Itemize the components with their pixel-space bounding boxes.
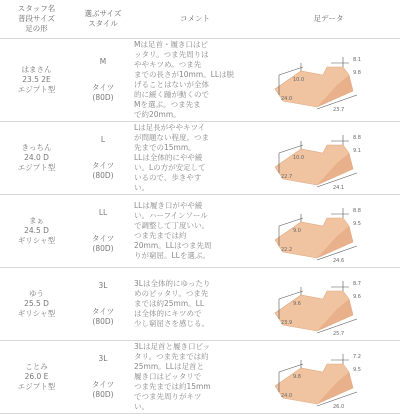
style-line: タイツ xyxy=(91,83,115,92)
measurement-label: 8.8 xyxy=(353,135,361,141)
chosen-size: M xyxy=(99,57,107,66)
staff-cell xyxy=(0,39,73,122)
table-row xyxy=(0,195,400,268)
usual-size: 23.5 2E xyxy=(22,75,51,84)
comment-line: 3Lは足首と履き口ピッ xyxy=(134,342,211,351)
comment-line: い。ハーフインソール xyxy=(134,211,208,220)
comment-line: 3Lは全体的にゆったり xyxy=(134,279,211,288)
style-line: タイツ xyxy=(91,234,115,243)
measurement-label: 9.1 xyxy=(353,148,361,154)
comment-line: は全体的にキツめで xyxy=(134,309,202,318)
comment-line: までは約25mm。LL xyxy=(134,299,205,308)
comment-line: めのピッタリ。つま先 xyxy=(134,289,209,298)
staff-name: まぁ xyxy=(29,216,44,225)
comment-cell xyxy=(133,39,257,122)
usual-size: 25.5 D xyxy=(24,299,49,308)
header-row xyxy=(0,0,400,39)
foot-shape: エジプト型 xyxy=(17,85,56,94)
measurement-label: 22.7 xyxy=(281,174,293,180)
comment-cell xyxy=(133,268,257,341)
measurement-label: 26.0 xyxy=(333,404,345,410)
measurement-label: 23.7 xyxy=(333,107,345,113)
header-staff: スタッフ名 普段サイズ 足の形 xyxy=(0,0,73,39)
comment-line: が問題ない程度。つま xyxy=(134,133,209,142)
measurement-label: 10.0 xyxy=(293,77,305,83)
comment-line: Mは足首・履き口はピ xyxy=(134,40,208,49)
comment-line: でつま先周りがキツ xyxy=(134,392,202,401)
style-line: タイツ xyxy=(91,380,115,389)
style-line: (80D) xyxy=(92,244,114,253)
comment-line: 履き口はピッタリで xyxy=(134,372,202,381)
comment-line: 的に緩く踵が動くので xyxy=(134,90,209,99)
chosen-size: LL xyxy=(98,208,108,217)
comment-line: で約20mm。 xyxy=(134,110,181,119)
staff-name: はまさん xyxy=(21,65,52,74)
staff-name: きっちん xyxy=(21,143,52,152)
comment-line: げることはないが全体 xyxy=(134,80,209,89)
measurement-label: 9.5 xyxy=(353,221,361,227)
measurement-label: 8.1 xyxy=(353,57,361,63)
style-cell xyxy=(73,341,133,414)
comment-line: ややキツめ。つま先 xyxy=(134,60,202,69)
measurement-label: 22.2 xyxy=(281,247,293,253)
measurement-label: 9.6 xyxy=(293,301,301,307)
comment-line: ッタリ。つま先周りは xyxy=(134,50,209,59)
comment-line: つま先までは約15mm xyxy=(134,382,211,391)
table-row xyxy=(0,341,400,414)
style-line: タイツ xyxy=(91,161,115,170)
staff-cell xyxy=(0,195,73,268)
measurement-label: 25.7 xyxy=(333,331,345,337)
comment-line: い。Lの方が安定して xyxy=(134,163,206,172)
foot-data-cell xyxy=(257,195,400,268)
chosen-size: L xyxy=(100,135,106,144)
comment-cell xyxy=(133,122,257,195)
comment-line: い。 xyxy=(134,402,149,411)
foot-diagram xyxy=(257,269,400,339)
foot-diagram xyxy=(257,123,400,193)
foot-data-cell xyxy=(257,39,400,122)
style-cell xyxy=(73,122,133,195)
style-cell xyxy=(73,268,133,341)
style-line: タイツ xyxy=(91,307,115,316)
table-row xyxy=(0,122,400,195)
measurement-label: 9.8 xyxy=(353,70,361,76)
header-style: 選ぶサイズ スタイル xyxy=(73,0,133,39)
measurement-label: 7.2 xyxy=(353,354,361,360)
comment-cell xyxy=(133,341,257,414)
comment-line: つま先までは約 xyxy=(134,231,187,240)
usual-size: 24.0 D xyxy=(24,153,49,162)
foot-shape: エジプト型 xyxy=(17,163,56,172)
measurement-label: 10.0 xyxy=(293,155,305,161)
style-line: (80D) xyxy=(92,317,114,326)
comment-line: 25mm。LLは足首と xyxy=(134,362,205,371)
comment-line: いるので、歩きやす xyxy=(134,173,202,182)
measurement-label: 9.6 xyxy=(353,294,361,300)
comment-cell xyxy=(133,195,257,268)
measurement-label: 24.1 xyxy=(333,185,345,191)
header-comment: コメント xyxy=(133,0,257,39)
table-row xyxy=(0,268,400,341)
staff-cell xyxy=(0,268,73,341)
foot-diagram xyxy=(257,45,400,115)
style-line: (80D) xyxy=(92,93,114,102)
style-line: (80D) xyxy=(92,390,114,399)
foot-diagram xyxy=(257,196,400,266)
comment-line: りが窮屈。LLを選ぶ。 xyxy=(134,251,211,260)
foot-data-cell xyxy=(257,341,400,414)
usual-size: 26.0 E xyxy=(24,372,49,381)
foot-data-cell xyxy=(257,268,400,341)
measurement-label: 24.0 xyxy=(281,96,293,102)
foot-shape: エジプト型 xyxy=(17,382,56,391)
measurement-label: 9.8 xyxy=(293,374,301,380)
table-row xyxy=(0,39,400,122)
chosen-size: 3L xyxy=(98,281,108,290)
header-foot: 足データ xyxy=(257,0,400,39)
usual-size: 24.5 D xyxy=(24,226,49,235)
comment-line: 20mm。LLはつま先周 xyxy=(134,241,212,250)
staff-cell xyxy=(0,341,73,414)
measurement-label: 23.9 xyxy=(281,320,293,326)
measurement-label: 24.0 xyxy=(281,393,293,399)
comment-line: LLは全体的にやや緩 xyxy=(134,153,203,162)
staff-cell xyxy=(0,122,73,195)
comment-line: までの長さが10mm。LLは脱 xyxy=(134,70,235,79)
foot-data-cell xyxy=(257,122,400,195)
foot-shape: ギリシャ型 xyxy=(17,309,56,318)
style-cell xyxy=(73,195,133,268)
measurement-label: 24.6 xyxy=(333,258,345,264)
measurement-label: 9.5 xyxy=(353,367,361,373)
comment-line: で調整して丁度いい。 xyxy=(134,221,209,230)
comment-line: Lは足長がややキツイ xyxy=(134,123,206,132)
style-line: (80D) xyxy=(92,171,114,180)
measurement-label: 8.8 xyxy=(353,208,361,214)
comment-line: Mを選ぶ。つま先ま xyxy=(134,100,201,109)
comment-line: 少し窮屈さを感じる。 xyxy=(134,319,209,328)
comment-line: い。 xyxy=(134,183,149,192)
chosen-size: 3L xyxy=(98,354,108,363)
foot-shape: ギリシャ型 xyxy=(17,236,56,245)
measurement-label: 8.7 xyxy=(353,281,361,287)
foot-diagram xyxy=(257,342,400,412)
comment-line: 先までの15mm。 xyxy=(134,143,196,152)
comment-line: LLは履き口がやや緩 xyxy=(134,201,203,210)
style-cell xyxy=(73,39,133,122)
staff-name: ことみ xyxy=(25,362,48,371)
staff-name: ゆう xyxy=(29,289,44,298)
measurement-label: 9.0 xyxy=(293,228,301,234)
comment-line: タリ。つま先までは約 xyxy=(134,352,209,361)
